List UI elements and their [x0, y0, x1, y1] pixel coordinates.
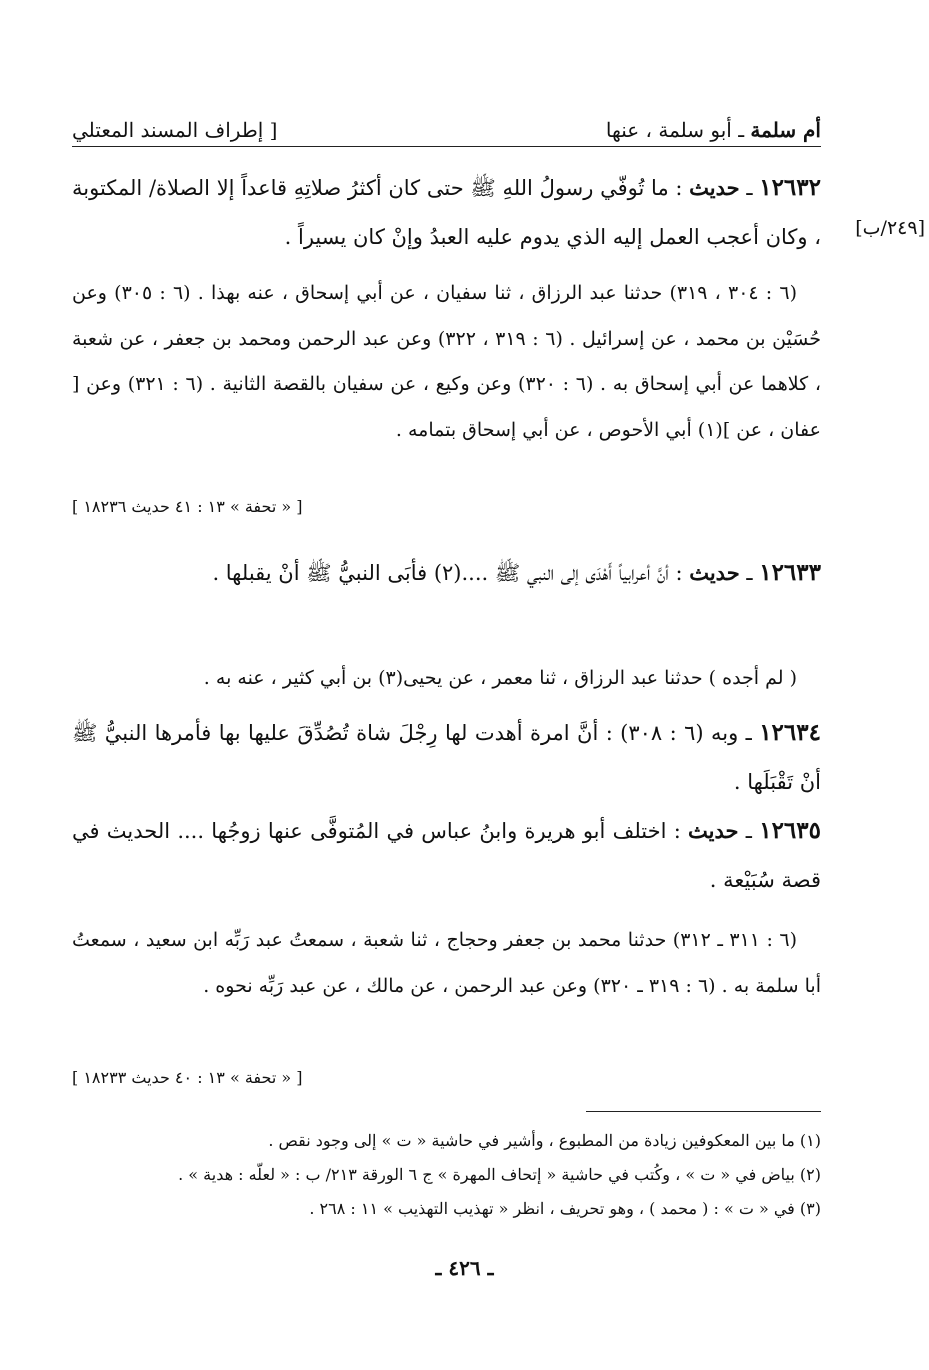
header-divider: [72, 146, 821, 147]
tuhfa-reference-text: [ « تحفة » ١٣ : ٤١ حديث ١٨٢٣٦ ]: [72, 497, 303, 516]
hadith-text: : اختلف أبو هريرة وابنُ عباس في المُتوفَّى عنها زوجُها .... الحديث في قصة سُبَيْعة .: [72, 819, 821, 892]
header-book-title: [ إطراف المسند المعتلي: [72, 118, 278, 142]
header-chapter-rest: ـ أبو سلمة ، عنها: [605, 118, 751, 142]
tuhfa-reference-2: [72, 1068, 821, 1087]
header-chapter-bold: أم سلمة: [750, 118, 821, 142]
hadith-keyword: حديث: [688, 818, 739, 843]
footnote-1: (١) ما بين المعكوفين زيادة من المطبوع ، وأشير في حاشية « ت » إلى وجود نقص .: [268, 1131, 821, 1150]
running-header: [72, 102, 821, 142]
hadith-keyword: حديث: [689, 560, 740, 585]
hadith-12632: ١٢٦٣٢ ـ حديث : ما تُوفّي رسولُ اللهِ ﷺ حتى كان أكثرُ صلاتِهِ قاعداً إلا الصلاة/ المكتوبة ، وكان أعجب العمل إليه الذي يدوم عليه العبدُ وإنْ كان يسيراً .: [72, 174, 821, 249]
hadith-12634: [72, 708, 821, 807]
hadith-12635: ١٢٦٣٥ ـ حديث : اختلف أبو هريرة وابنُ عباس في المُتوفَّى عنها زوجُها .... الحديث في قصة سُبَيْعة .: [72, 817, 821, 892]
header-chapter: [606, 118, 821, 142]
page-number: ـ ٤٢٦ ـ: [435, 1256, 494, 1280]
footnote-divider: [586, 1111, 821, 1112]
hadith-text: ـ وبه (٦ : ٣٠٨) : أنَّ امرة أهدت لها رِجْلَ شاة تُصُدِّقَ عليها بها فأمرها النبيُّ ﷺ أنْ تَقْبَلَها .: [72, 721, 821, 794]
hadith-number: ١٢٦٣٣: [759, 559, 821, 586]
footnote-2: (٢) بياض في « ت » ، وكُتب في حاشية « إتحاف المهرة » ج ٦ الورقة ٢١٣/ ب : « لعلّه : هدية » .: [178, 1165, 821, 1184]
source-chain-1: (٦ : ٣٠٤ ، ٣١٩) حدثنا عبد الرزاق ، ثنا سفيان ، عن أبي إسحاق ، عنه بهذا . (٦ : ٣٠٥) وعن حُسَيْن بن محمد ، عن إسرائيل . (٦ : ٣١٩ ، ٣٢٢) وعن عبد الرحمن ومحمد بن جعفر ، عن شعبة ، كلاهما عن أبي إسحاق به . (٦ : ٣٢٠) وعن وكيع ، عن سفيان بالقصة الثانية . (٦ : ٣٢١) وعن [ عفان ، عن ](١) أبي الأحوص ، عن أبي إسحاق بتمامه .: [72, 282, 822, 441]
hadith-keyword: حديث: [689, 175, 740, 200]
hadith-text: : أنَّ أعرابياً أَهْدَى إلى النبي ﷺ ....(٢) فأبَى النبيُّ ﷺ أنْ يقبلها .: [212, 561, 683, 585]
margin-folio-note: [٢٤٩/ب]: [855, 217, 925, 239]
hadith-text: : ما تُوفّي رسولُ اللهِ ﷺ حتى كان أكثرُ صلاتِهِ قاعداً إلا الصلاة/ المكتوبة ، وكان أعجب العمل إليه الذي يدوم عليه العبدُ وإنْ كان يسيراً .: [72, 176, 821, 249]
hadith-number: ١٢٦٣٢: [759, 174, 821, 201]
hadith-number: ١٢٦٣٥: [759, 817, 821, 844]
tuhfa-reference-text: [ « تحفة » ١٣ : ٤٠ حديث ١٨٢٣٣ ]: [72, 1068, 303, 1087]
footnotes: [72, 1124, 821, 1226]
hadith-12633: ١٢٦٣٣ ـ حديث : أنَّ أعرابياً أَهْدَى إلى النبي ﷺ ....(٢) فأبَى النبيُّ ﷺ أنْ يقبلها .: [212, 559, 821, 586]
tuhfa-reference-1: [72, 497, 821, 516]
footnote-3: (٣) في « ت » : ( محمد ) ، وهو تحريف ، انظر « تهذيب التهذيب » ١١ : ٢٦٨ .: [309, 1199, 821, 1218]
source-chain-3: (٦ : ٣١١ ـ ٣١٢) حدثنا محمد بن جعفر وحجاج ، ثنا شعبة ، سمعتُ عبد رَبِّه ابن سعيد ، سمعتُ أبا سلمة به . (٦ : ٣١٩ ـ ٣٢٠) وعن عبد الرحمن ، عن مالك ، عن عبد رَبِّه نحوه .: [72, 929, 821, 997]
hadith-number: ١٢٦٣٤: [759, 719, 821, 746]
source-chain-2: ( لم أجده ) حدثنا عبد الرزاق ، ثنا معمر ، عن يحيى(٣) بن أبي كثير ، عنه به .: [203, 667, 797, 689]
